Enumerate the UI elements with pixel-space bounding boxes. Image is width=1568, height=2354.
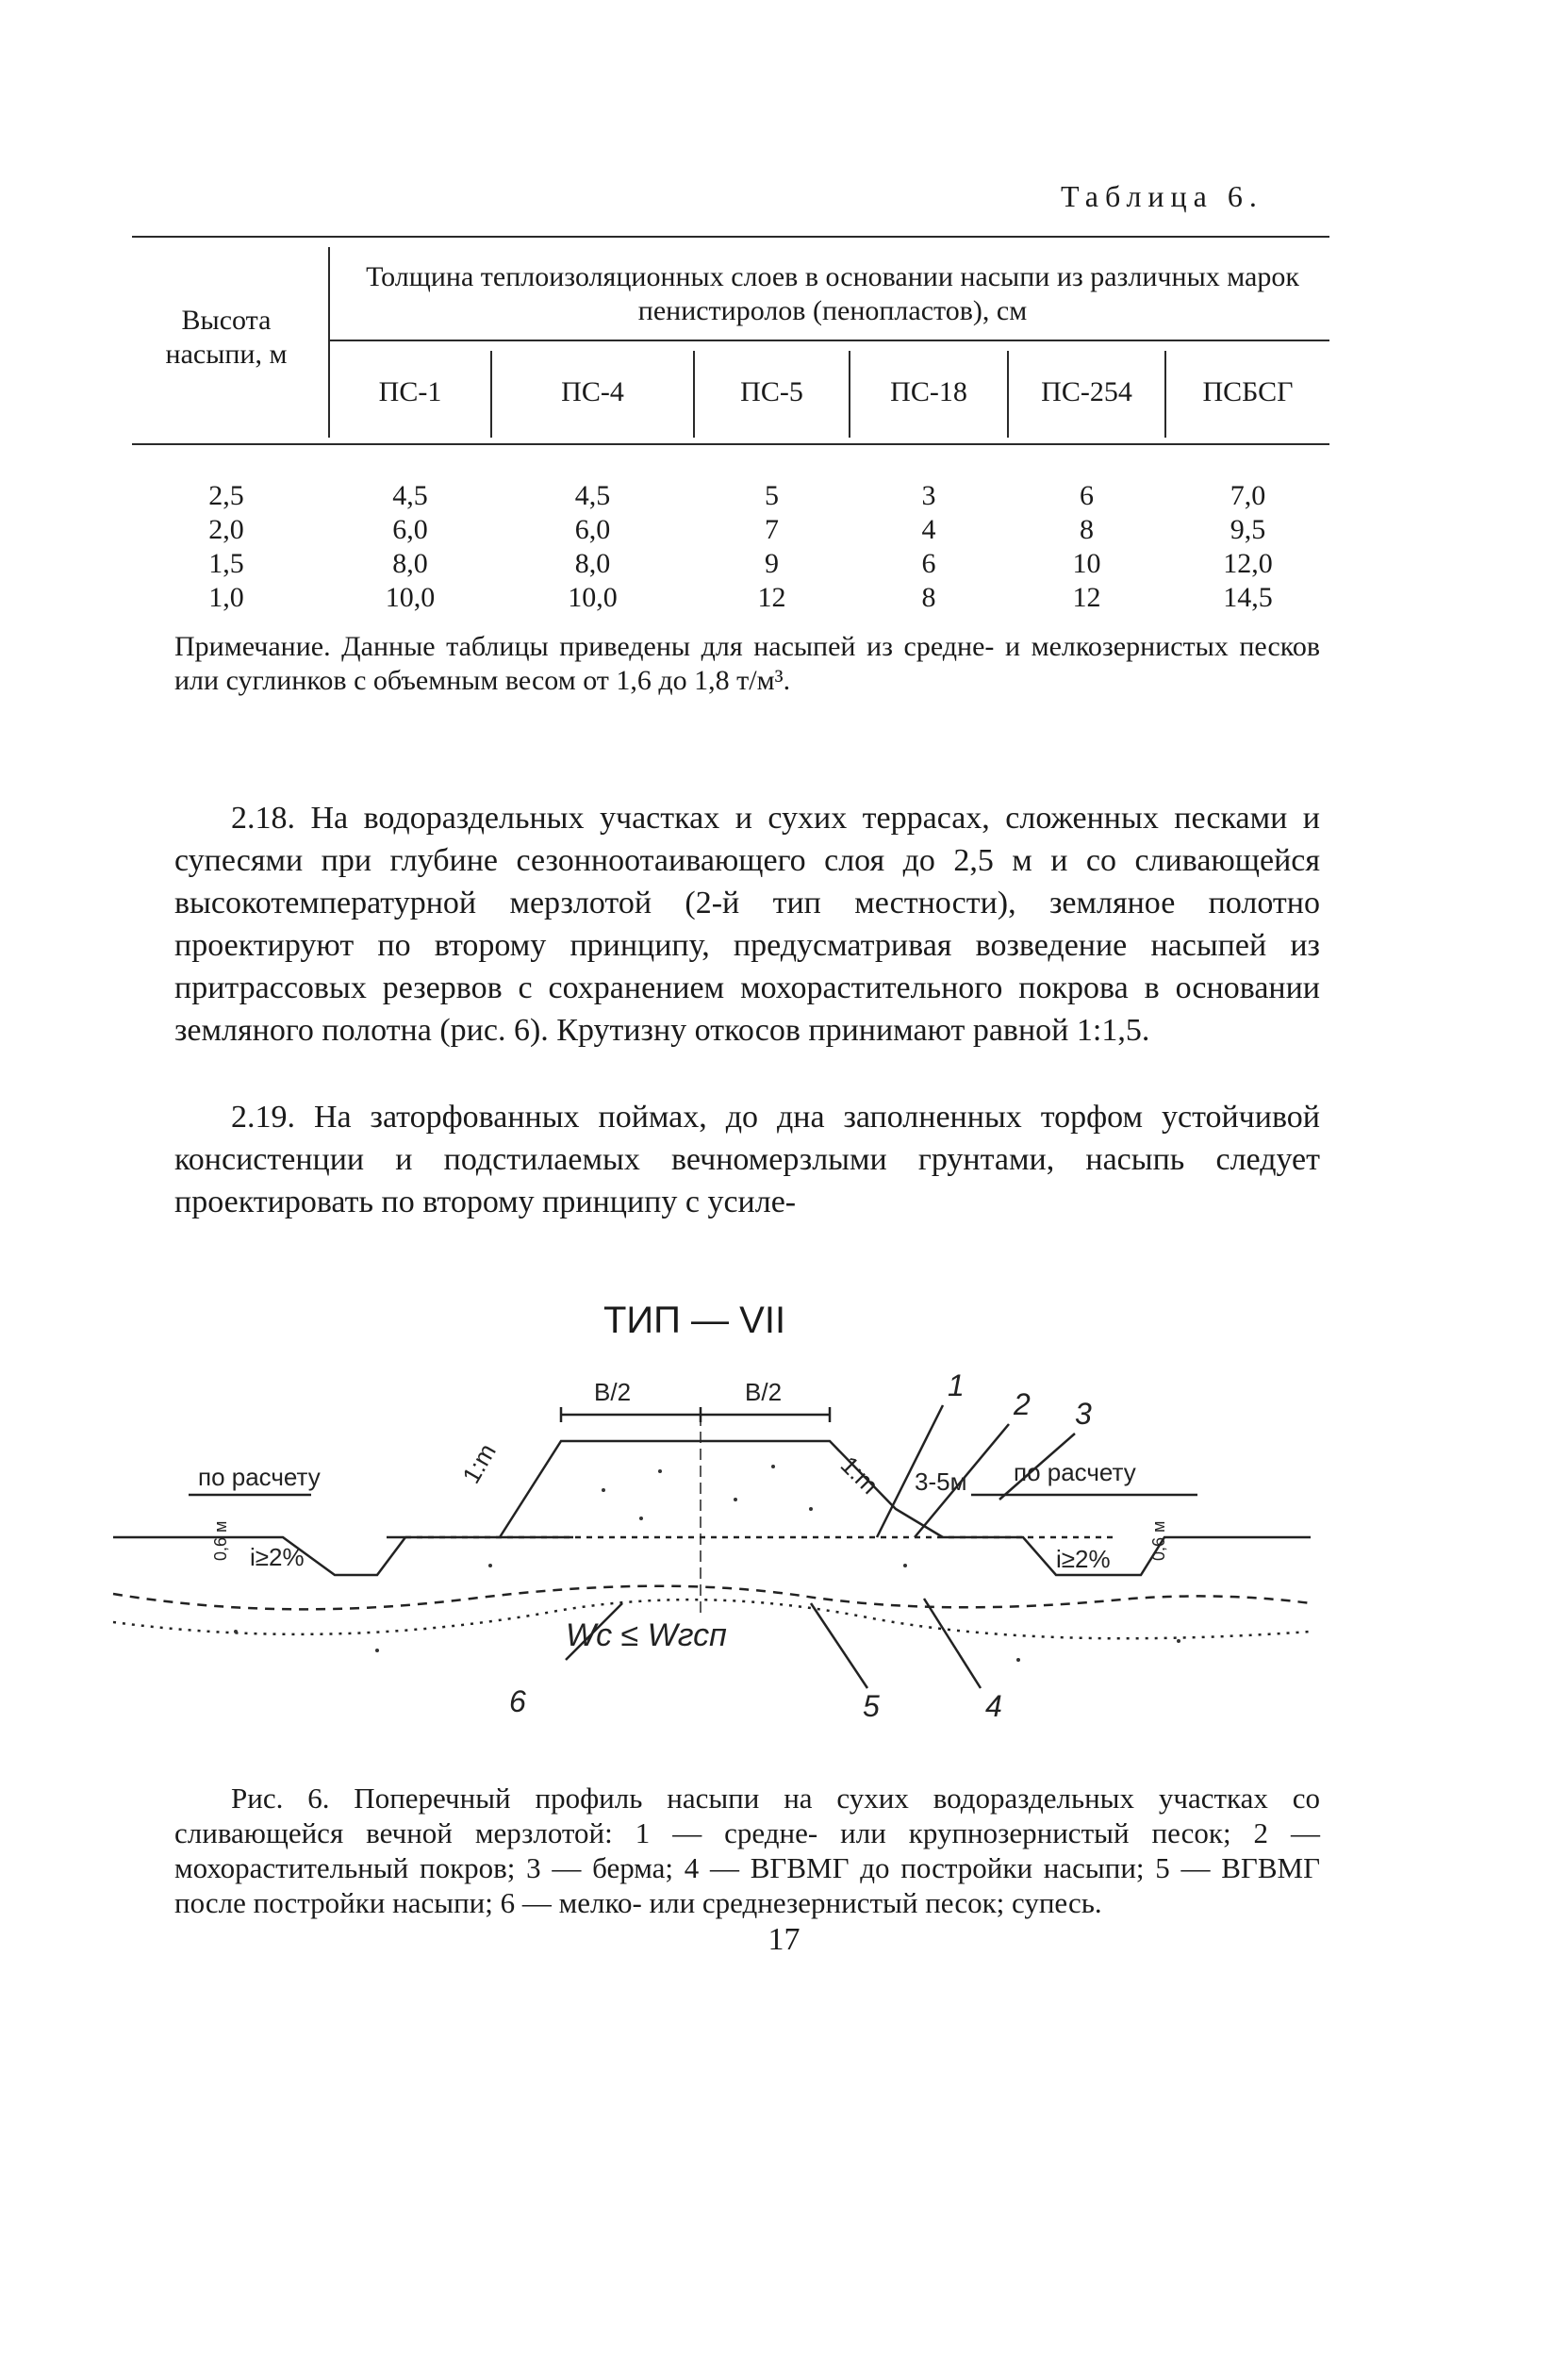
table-cell: 1,0	[208, 582, 244, 613]
col-header: ПС-254	[1041, 376, 1132, 407]
table-cell: 7	[765, 514, 779, 545]
table-cell: 14,5	[1223, 582, 1273, 613]
table-cell: 6	[921, 548, 936, 579]
table-cell: 6,0	[392, 514, 428, 545]
table-column-height	[132, 479, 321, 615]
callout-4	[924, 1599, 981, 1688]
label-depth-left: 0,6 м	[211, 1520, 230, 1561]
figure-title: ТИП — VII	[603, 1300, 786, 1341]
label-moisture: Wс ≤ Wгсп	[566, 1617, 727, 1653]
label-n5: 5	[863, 1689, 880, 1723]
permafrost-before	[113, 1586, 1311, 1610]
label-grade-right: i≥2%	[1056, 1545, 1111, 1573]
table-column	[850, 479, 1007, 615]
table-cell: 7,0	[1230, 480, 1266, 511]
table-cell: 8	[1080, 514, 1094, 545]
table-cell: 8,0	[392, 548, 428, 579]
col-header: ПС-5	[740, 376, 803, 407]
diagram-labels	[198, 1368, 1168, 1723]
page-number: 17	[767, 1922, 801, 1957]
label-n3: 3	[1075, 1397, 1092, 1431]
label-slope-right: 1:m	[834, 1451, 884, 1500]
table-cell: 12,0	[1223, 548, 1273, 579]
table-column	[1009, 479, 1164, 615]
table-cell: 6,0	[574, 514, 611, 545]
table-cell: 9,5	[1230, 514, 1266, 545]
figure-caption	[174, 1781, 1320, 1920]
table-caption: Таблица 6.	[1061, 179, 1263, 213]
table-column	[1166, 479, 1329, 615]
label-half-width-left: B/2	[594, 1378, 632, 1406]
table-cell: 6	[1080, 480, 1094, 511]
col-header: ПС-18	[890, 376, 967, 407]
table-cell: 4,5	[392, 480, 428, 511]
table-column	[695, 479, 849, 615]
table-cell: 4	[921, 514, 936, 545]
table-column	[330, 479, 490, 615]
table-cell: 8,0	[574, 548, 611, 579]
table-column	[492, 479, 693, 615]
label-n1: 1	[948, 1368, 965, 1402]
table-cell: 4,5	[574, 480, 611, 511]
label-slope-left: 1:m	[456, 1438, 502, 1488]
col-header: ПСБСГ	[1202, 376, 1294, 407]
paragraph-text: 2.19. На заторфованных поймах, до дна заполненных торфом устойчивой консистенции и подстилаемых вечномерзлыми грунтами, насыпь следует проектировать по второму принципу с усиле-	[174, 1100, 1320, 1219]
table-cell: 10,0	[568, 582, 618, 613]
paragraph-text: 2.18. На водораздельных участках и сухих террасах, сложенных песками и супесями при глубине сезонноотаивающего слоя до 2,5 м и со сливающейся высокотемпературной мерзлотой (2-й тип местности), земляное полотно проектируют по второму принципу, предусматривая возведение насыпей из притрассовых резервов с сохранением мохорастительного покрова в основании земляного полотна (рис. 6). Крутизну откосов принимают равной 1:1,5.	[174, 801, 1320, 1048]
table-group-rule	[330, 340, 1329, 341]
table-cell: 2,5	[208, 480, 244, 511]
label-depth-right: 0,6 м	[1149, 1520, 1168, 1561]
table-cell: 12	[1072, 582, 1101, 613]
col-header: ПС-4	[561, 376, 624, 407]
table-header-rule	[132, 443, 1329, 445]
embankment-outline	[500, 1441, 943, 1537]
label-n4: 4	[985, 1689, 1002, 1723]
table-cell: 2,0	[208, 514, 244, 545]
table-cell: 1,5	[208, 548, 244, 579]
table-cell: 10	[1072, 548, 1101, 579]
right-reserve	[943, 1537, 1311, 1575]
row-label-header: Высота насыпи, м	[165, 305, 288, 370]
label-half-width-right: B/2	[745, 1378, 783, 1406]
table-cell: 10,0	[385, 582, 436, 613]
caption-text: Рис. 6. Поперечный профиль насыпи на сухих водораздельных участках со сливающейся вечной мерзлотой: 1 — средне- или крупнозернистый песок; 2 — мохорастительный покров; 3 — берма; 4 — ВГВМГ до постройки насыпи; 5 — ВГВМГ после постройки насыпи; 6 — мелко- или среднезернистый песок; супесь.	[174, 1782, 1320, 1919]
paragraph-2-19	[174, 1096, 1320, 1223]
label-n2: 2	[1014, 1387, 1031, 1421]
table-cell: 8	[921, 582, 936, 613]
embankment-profile-diagram	[94, 1349, 1320, 1735]
table-cell: 12	[757, 582, 786, 613]
label-by-calc-right: по расчету	[1014, 1458, 1136, 1486]
table-top-rule	[132, 236, 1329, 238]
col-header: ПС-1	[378, 376, 442, 407]
callout-5	[811, 1603, 867, 1688]
paragraph-2-18	[174, 797, 1320, 1052]
label-n6: 6	[509, 1684, 526, 1718]
label-grade-left: i≥2%	[250, 1543, 305, 1571]
table-cell: 3	[921, 480, 936, 511]
table-cell: 9	[765, 548, 779, 579]
table-note: Примечание. Данные таблицы приведены для насыпей из средне- и мелкозернистых песков или суглинков с объемным весом от 1,6 до 1,8 т/м³.	[174, 631, 1320, 696]
group-header: Толщина теплоизоляционных слоев в основании насыпи из различных марок пенистиролов (пенопластов), см	[366, 261, 1299, 326]
label-by-calc-left: по расчету	[198, 1463, 321, 1491]
label-berm: 3-5м	[915, 1467, 967, 1496]
table-cell: 5	[765, 480, 779, 511]
